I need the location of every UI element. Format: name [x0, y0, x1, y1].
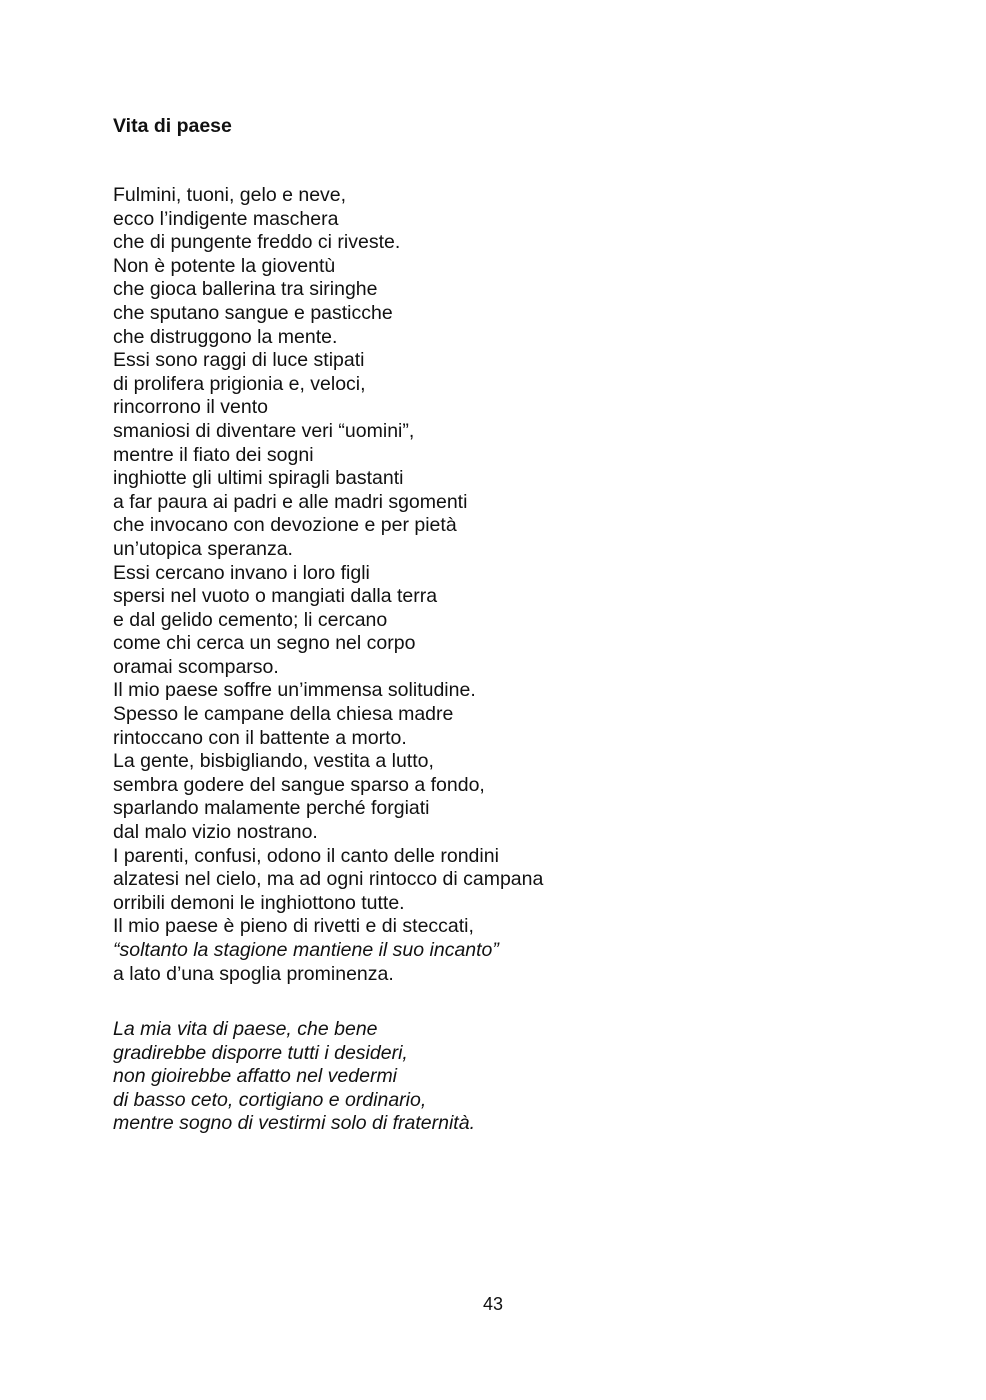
poem-line: dal malo vizio nostrano. [113, 821, 318, 844]
poem-line: La mia vita di paese, che bene [113, 1018, 378, 1040]
poem-line: Il mio paese è pieno di rivetti e di steccati, [113, 915, 474, 938]
stanza-2 [113, 1018, 475, 1136]
poem-line: che di pungente freddo ci riveste. [113, 231, 401, 254]
poem-line: Essi cercano invano i loro figli [113, 561, 370, 584]
poem-line: Fulmini, tuoni, gelo e neve, [113, 184, 347, 206]
poem-line: non gioirebbe affatto nel vedermi [113, 1065, 398, 1088]
poem-line: oramai scomparso. [113, 655, 279, 678]
poem-line: che distruggono la mente. [113, 325, 338, 348]
poem-line: Essi sono raggi di luce stipati [113, 349, 365, 372]
poem-line: che invocano con devozione e per pietà [113, 514, 457, 537]
poem-line: gradirebbe disporre tutti i desideri, [113, 1041, 408, 1064]
poem-line: di basso ceto, cortigiano e ordinario, [113, 1088, 427, 1111]
poem-line: ecco l’indigente maschera [113, 207, 339, 230]
poem-line: mentre il fiato dei sogni [113, 443, 314, 466]
poem-line: La gente, bisbigliando, vestita a lutto, [113, 750, 434, 773]
poem-line: rincorrono il vento [113, 396, 268, 419]
poem-line: Spesso le campane della chiesa madre [113, 703, 454, 726]
poem-line: sembra godere del sangue sparso a fondo, [113, 773, 485, 796]
poem-line: “soltanto la stagione mantiene il suo incanto” [113, 939, 499, 961]
poem-line: smaniosi di diventare veri “uomini”, [113, 419, 415, 442]
poem-line: Il mio paese soffre un’immensa solitudine. [113, 679, 476, 702]
poem-line: rintoccano con il battente a morto. [113, 726, 407, 749]
poem-line: che gioca ballerina tra siringhe [113, 278, 378, 301]
stanza-1 [113, 184, 543, 986]
poem-line: sparlando malamente perché forgiati [113, 797, 430, 820]
poem-line: spersi nel vuoto o mangiati dalla terra [113, 585, 438, 608]
poem-line: alzatesi nel cielo, ma ad ogni rintocco di campana [113, 868, 544, 891]
poem-line: di prolifera prigionia e, veloci, [113, 372, 366, 395]
poem-line: inghiotte gli ultimi spiragli bastanti [113, 467, 404, 490]
poem-line: a far paura ai padri e alle madri sgomenti [113, 490, 468, 513]
poem-line: che sputano sangue e pasticche [113, 301, 393, 324]
poem-line: I parenti, confusi, odono il canto delle rondini [113, 844, 499, 867]
poem-line: mentre sogno di vestirmi solo di fraternità. [113, 1112, 475, 1135]
poem-line: a lato d’una spoglia prominenza. [113, 962, 394, 985]
poem-line: Non è potente la gioventù [113, 254, 336, 277]
poem-line: un’utopica speranza. [113, 537, 293, 560]
poem-line: come chi cerca un segno nel corpo [113, 632, 416, 655]
poem-line: e dal gelido cemento; li cercano [113, 608, 388, 631]
poem-title: Vita di paese [113, 115, 232, 137]
poem-line: orribili demoni le inghiottono tutte. [113, 891, 405, 914]
page-number: 43 [482, 1294, 504, 1314]
